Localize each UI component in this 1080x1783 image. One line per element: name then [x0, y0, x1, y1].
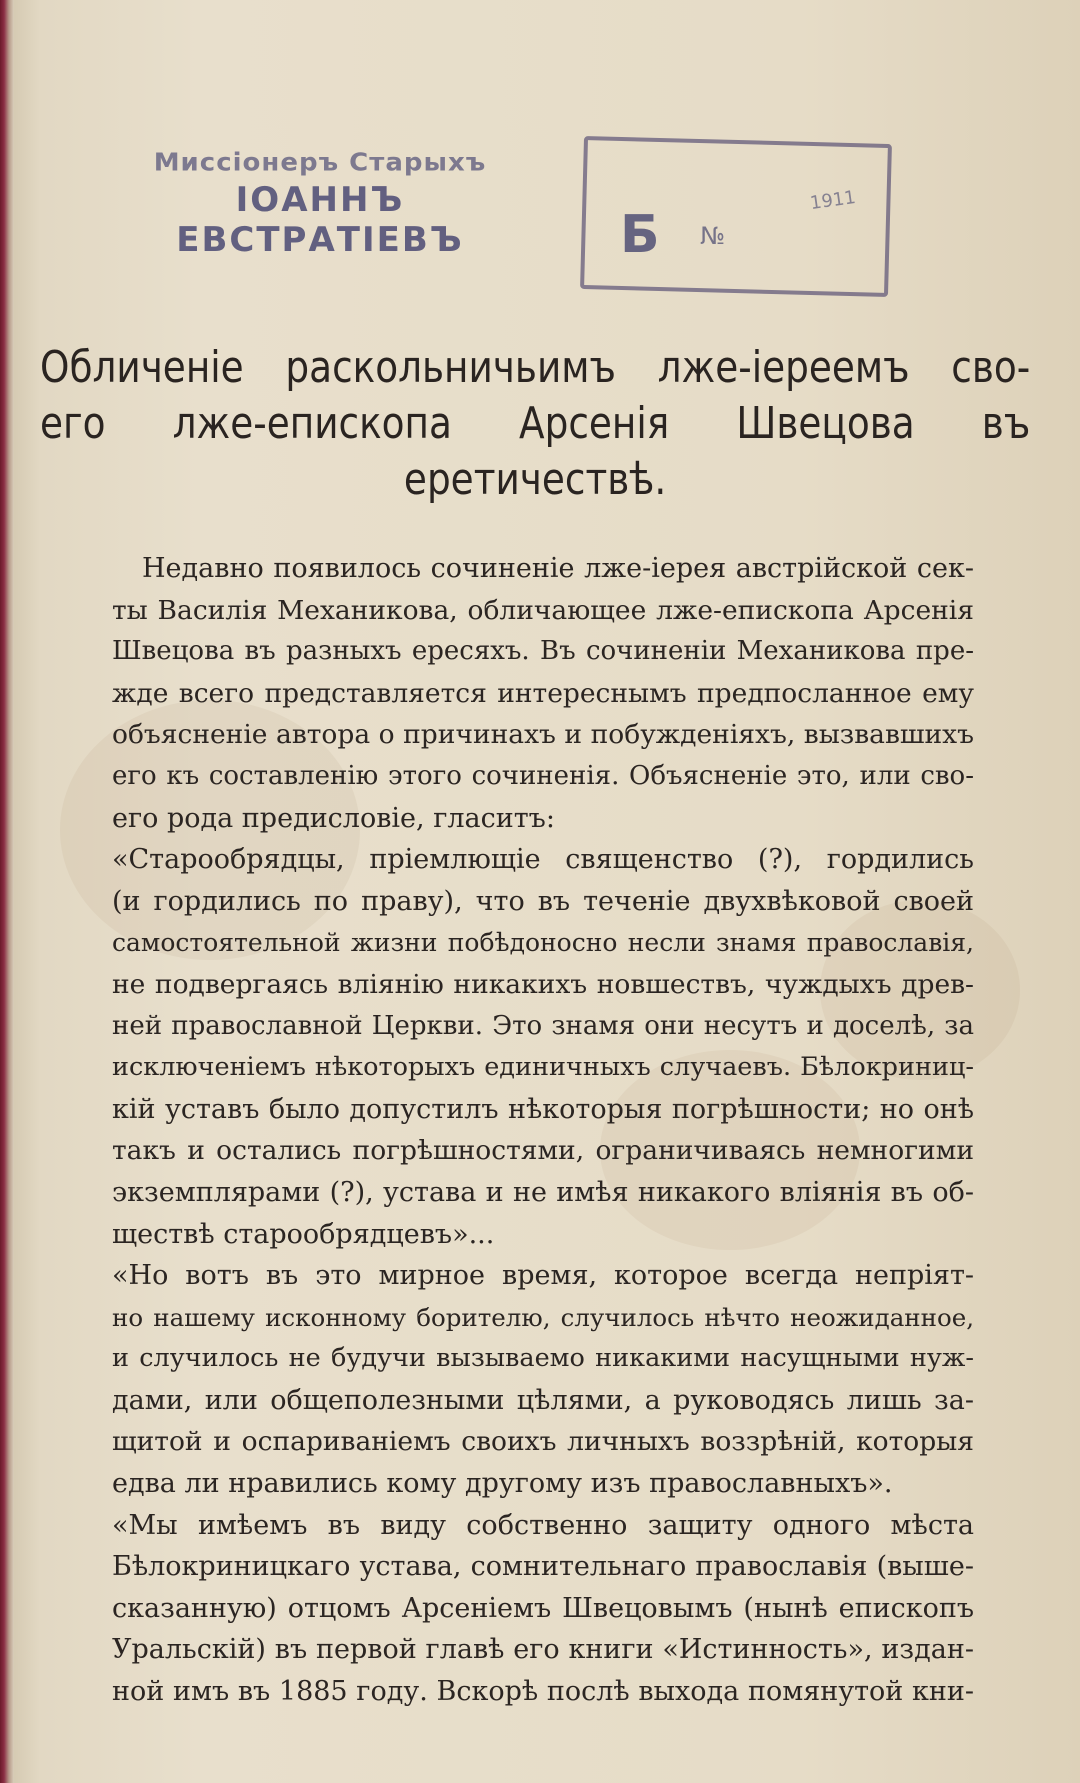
text-line: жде всего представляется интереснымъ предпосланное ему	[112, 677, 974, 709]
binding-edge	[0, 0, 14, 1783]
text-line: Недавно появилось сочиненіе лже-іерея австрійской сек-	[142, 553, 974, 584]
text-line: «Мы имѣемъ въ виду собственно защиту одного мѣста	[112, 1509, 974, 1541]
text-line: и случилось не будучи вызываемо никакими насущными нуж-	[112, 1343, 974, 1374]
article-title	[40, 340, 1031, 508]
text-line: едва ли нравились кому другому изъ православныхъ».	[112, 1468, 893, 1500]
text-line: Швецова въ разныхъ ересяхъ. Въ сочиненіи Механикова пре-	[112, 636, 974, 667]
text-line: «Но вотъ въ это мирное время, которое всегда непріят-	[112, 1260, 974, 1292]
text-line: щитой и оспариваніемъ своихъ личныхъ воззрѣній, которыя	[112, 1426, 974, 1458]
title-line: Обличеніе раскольничьимъ лже-іереемъ сво-	[40, 342, 1031, 393]
text-line: его къ составленію этого сочиненія. Объясненіе это, или сво-	[112, 760, 974, 791]
text-line: «Старообрядцы, пріемлющіе священство (?), гордились	[112, 844, 974, 876]
library-stamp-year: 1911	[808, 186, 858, 215]
text-line: Уральскій) въ первой главѣ его книги «Истинность», издан-	[112, 1634, 974, 1666]
title-line: его лже-епископа Арсенія Швецова въ	[40, 398, 1031, 449]
library-stamp-letter: Б	[620, 205, 660, 265]
text-line: исключеніемъ нѣкоторыхъ единичныхъ случаевъ. Бѣлокриниц-	[112, 1052, 974, 1083]
owner-stamp-line1: Миссіонеръ Старыхъ	[153, 148, 487, 178]
text-line: его рода предисловіе, гласитъ:	[112, 802, 555, 834]
owner-stamp-line2: ІОАННЪ ЕВСТРАТІЕВЪ	[176, 180, 464, 260]
text-line: самостоятельной жизни побѣдоносно несли знамя православія,	[112, 928, 974, 958]
text-line: экземплярами (?), устава и не имѣя никакого вліянія въ об-	[112, 1176, 974, 1208]
text-line: дами, или общеполезными цѣлями, а руководясь лишь за-	[112, 1384, 974, 1416]
text-line: сказанную) отцомъ Арсеніемъ Швецовымъ (нынѣ епископъ	[112, 1592, 974, 1624]
text-line: не подвергаясь вліянію никакихъ новшествъ, чуждыхъ древ-	[112, 968, 974, 1000]
owner-stamp	[140, 148, 500, 260]
text-line: (и гордились по праву), что въ теченіе двухвѣковой своей	[112, 885, 974, 917]
text-line: такъ и остались погрѣшностями, ограничиваясь немногими	[112, 1135, 974, 1167]
text-line: но нашему исконному борителю, случилось нѣчто неожиданное,	[112, 1302, 974, 1332]
article-body	[112, 548, 974, 1713]
text-line: ты Василія Механикова, обличающее лже-епископа Арсенія	[112, 594, 974, 626]
text-line: Бѣлокриницкаго устава, сомнительнаго православія (выше-	[112, 1551, 974, 1583]
title-line: еретичествѣ.	[403, 454, 667, 505]
library-stamp-number: №	[700, 222, 725, 250]
text-line: ной имъ въ 1885 году. Вскорѣ послѣ выхода помянутой кни-	[112, 1676, 974, 1708]
text-line: кій уставъ было допустилъ нѣкоторыя погрѣшности; но онѣ	[112, 1093, 974, 1125]
text-line: объясненіе автора о причинахъ и побужденіяхъ, вызвавшихъ	[112, 719, 974, 751]
text-line: ней православной Церкви. Это знамя они несутъ и доселѣ, за	[112, 1010, 974, 1041]
text-line: ществѣ старообрядцевъ»...	[112, 1218, 495, 1250]
